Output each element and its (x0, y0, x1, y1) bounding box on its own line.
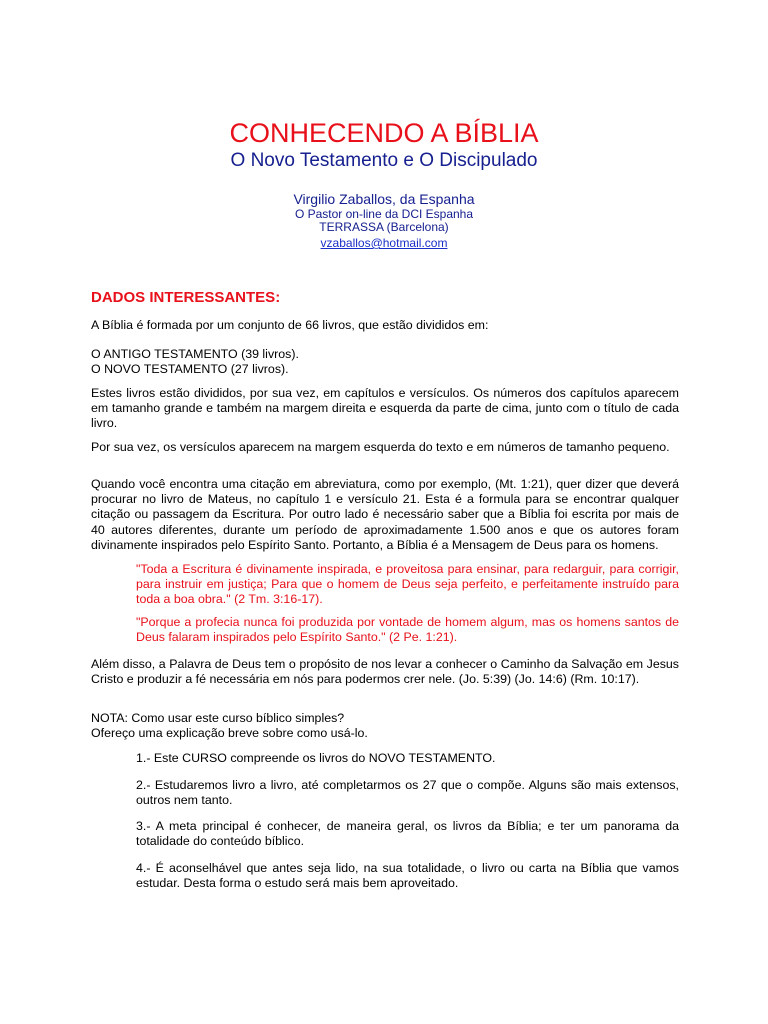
note-block (91, 711, 679, 741)
note-explanation: Ofereço uma explicação breve sobre como usá-lo. (91, 726, 368, 741)
author-affiliation: O Pastor on-line da DCI Espanha (294, 207, 474, 221)
author-email-link[interactable]: vzaballos@hotmail.com (320, 236, 448, 250)
citation-paragraph: Quando você encontra uma citação em abreviatura, como por exemplo, (Mt. 1:21), quer dizer que deverá procurar no livro de Mateus, no capítulo 1 e versículo 21. Esta é a formula para se encontrar qualquer citação ou passagem da Escritura. Por outro lado é necessário saber que a Bíblia foi escrita por mais de 40 autores diferentes, durante um período de aproximadamente 1.500 anos e que os autores foram divinamente inspirados pelo Espírito Santo. Portanto, a Bíblia é a Mensagem de Deus para os homens. (91, 477, 679, 552)
email-container (0, 234, 768, 252)
section-heading: DADOS INTERESSANTES: (91, 289, 281, 306)
note-question: NOTA: Como usar este curso bíblico simples? (91, 711, 345, 725)
scripture-quote: "Toda a Escritura é divinamente inspirada, e proveitosa para ensinar, para redarguir, para corrigir, para instruir em justiça; Para que o homem de Deus seja perfeito, e perfeitamente instruído para toda a boa obra." (2 Tm. 3:16-17). (136, 562, 679, 607)
list-item: 3.- A meta principal é conhecer, de maneira geral, os livros da Bíblia; e ter um panorama da totalidade do conteúdo bíblico. (136, 819, 679, 849)
verses-paragraph: Por sua vez, os versículos aparecem na margem esquerda do texto e em números de tamanho pequeno. (91, 440, 670, 454)
intro-paragraph: A Bíblia é formada por um conjunto de 66 livros, que estão divididos em: (91, 318, 489, 332)
chapters-paragraph: Estes livros estão divididos, por sua vez, em capítulos e versículos. Os números dos capítulos aparecem em tamanho grande e também na margem direita e esquerda da parte de cima, junto com o título de cada livro. (91, 386, 679, 431)
author-location: TERRASSA (Barcelona) (319, 220, 449, 234)
list-item: 4.- É aconselhável que antes seja lido, na sua totalidade, o livro ou carta na Bíblia que vamos estudar. Desta forma o estudo será mais bem aproveitado. (136, 861, 679, 891)
document-title: CONHECENDO A BÍBLIA (229, 118, 539, 148)
new-testament-line: O NOVO TESTAMENTO (27 livros). (91, 362, 289, 377)
testament-list (91, 347, 679, 377)
author-name: Virgilio Zaballos, da Espanha (293, 191, 475, 207)
document-subtitle: O Novo Testamento e O Discipulado (230, 150, 538, 171)
list-item: 2.- Estudaremos livro a livro, até completarmos os 27 que o compõe. Alguns são mais extensos, outros nem tanto. (136, 778, 679, 808)
purpose-paragraph: Além disso, a Palavra de Deus tem o propósito de nos levar a conhecer o Caminho da Salvação em Jesus Cristo e produzir a fé necessária em nós para podermos crer nele. (Jo. 5:39) (Jo. 14:6) (Rm. 10:17). (91, 657, 679, 687)
list-item: 1.- Este CURSO compreende os livros do NOVO TESTAMENTO. (136, 751, 496, 765)
scripture-quote: "Porque a profecia nunca foi produzida por vontade de homem algum, mas os homens santos de Deus falaram inspirados pelo Espírito Santo." (2 Pe. 1:21). (136, 615, 679, 645)
old-testament-line: O ANTIGO TESTAMENTO (39 livros). (91, 347, 299, 361)
